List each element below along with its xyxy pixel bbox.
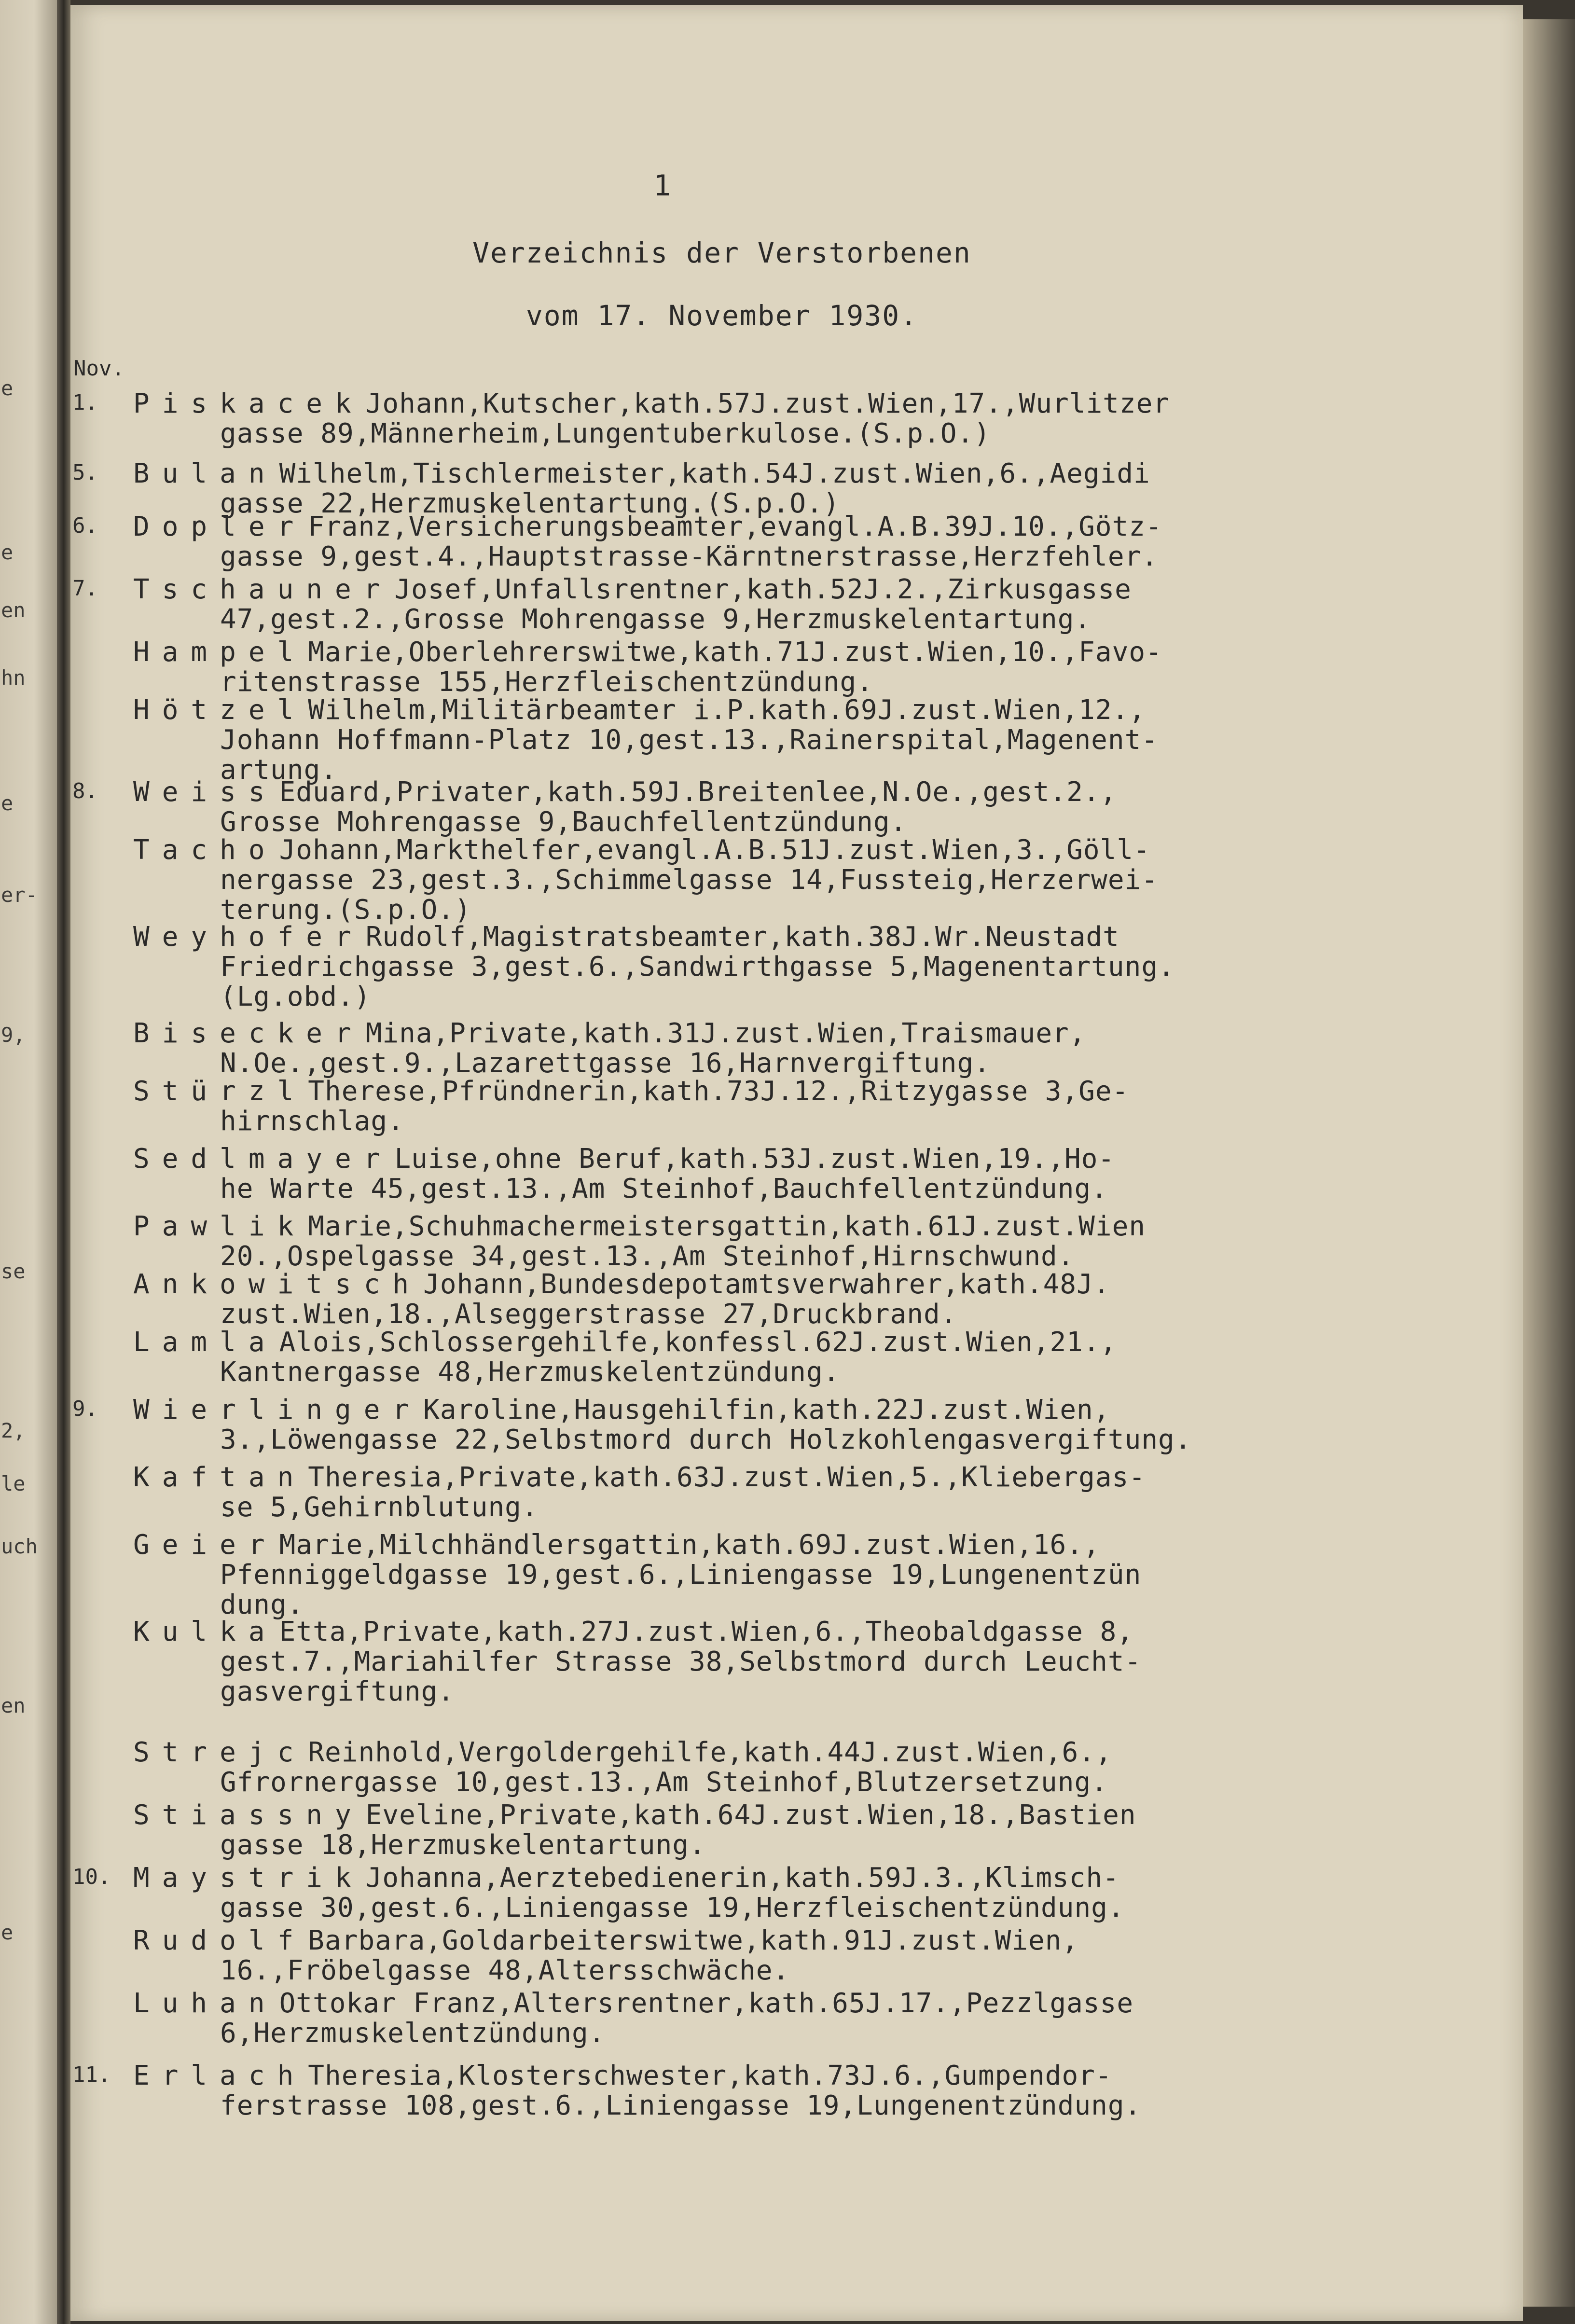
entry-surname: Hampel [133, 636, 306, 668]
entry-line-continued: Kantnergasse 48,Herzmuskelentzündung. [220, 1356, 840, 1388]
entry-line-continued: artung. [220, 754, 338, 786]
entry-text: Eveline,Private,kath.64J.zust.Wien,18.,Bastien [365, 1799, 1136, 1831]
entry-line-continued: gasse 18,Herzmuskelentartung. [220, 1829, 706, 1861]
entry-surname: Strejc [133, 1737, 306, 1768]
entry-text: Alois,Schlossergehilfe,konfessl.62J.zust.Wien,21., [279, 1327, 1117, 1358]
entry-line-continued: ritenstrasse 155,Herzfleischentzündung. [220, 666, 873, 698]
entry-line-continued: hirnschlag. [220, 1106, 404, 1137]
entry-line [133, 1530, 1100, 1561]
entry-surname: Wierlinger [133, 1394, 422, 1425]
left-page-fragment: e [1, 1921, 14, 1944]
entry-text: Johann,Bundesdepotamtsverwahrer,kath.48J. [423, 1269, 1110, 1300]
binding-gutter [57, 0, 70, 2324]
entry-surname: Piskacek [133, 388, 364, 419]
entry-surname: Ankowitsch [133, 1269, 422, 1300]
entry-line-continued: gest.7.,Mariahilfer Strasse 38,Selbstmord durch Leucht- [220, 1646, 1142, 1677]
left-page-fragment: e [1, 376, 14, 400]
entry-line [133, 1800, 1136, 1831]
left-page-fragment: en [1, 598, 26, 622]
entry-line [133, 922, 1119, 953]
entry-line [133, 458, 1150, 489]
entry-date: 9. [72, 1397, 98, 1421]
entry-surname: Lamla [133, 1327, 277, 1358]
entry-text: Etta,Private,kath.27J.zust.Wien,6.,Theobaldgasse 8, [279, 1616, 1134, 1647]
entry-line-continued: gasse 9,gest.4.,Hauptstrasse-Kärntnerstrasse,Herzfehler. [220, 541, 1159, 572]
entry-line-continued: Pfenniggeldgasse 19,gest.6.,Liniengasse 19,Lungenentzün [220, 1559, 1142, 1591]
entry-line [133, 1076, 1129, 1107]
entry-text: Johanna,Aerztebedienerin,kath.59J.3.,Klimsch- [365, 1862, 1119, 1894]
entry-date: 6. [72, 513, 98, 538]
entry-text: Luise,ohne Beruf,kath.53J.zust.Wien,19.,Ho- [394, 1143, 1115, 1175]
entry-line-continued: 6,Herzmuskelentzündung. [220, 2018, 606, 2049]
entry-surname: Weyhofer [133, 921, 364, 953]
left-page-fragment: uch [1, 1535, 38, 1558]
page-number: 1 [653, 169, 671, 203]
entry-text: Theresia,Klosterschwester,kath.73J.6.,Gumpendor- [308, 2060, 1112, 2091]
entry-line-continued: gasse 22,Herzmuskelentartung.(S.p.O.) [220, 488, 840, 519]
entry-text: Karoline,Hausgehilfin,kath.22J.zust.Wien, [423, 1394, 1110, 1425]
entry-line-continued: (Lg.obd.) [220, 981, 371, 1012]
entry-line [133, 574, 1132, 605]
document-page [70, 5, 1523, 2321]
entry-text: Wilhelm,Militärbeamter i.P.kath.69J.zust.Wien,12., [308, 694, 1146, 726]
entry-line [133, 777, 1117, 808]
entry-line-continued: Friedrichgasse 3,gest.6.,Sandwirthgasse 5,Magenentartung. [220, 951, 1175, 982]
entry-surname: Erlach [133, 2060, 306, 2091]
entry-line [133, 1988, 1133, 2019]
entry-surname: Luhan [133, 1988, 277, 2019]
entry-text: Therese,Pfründnerin,kath.73J.12.,Ritzygasse 3,Ge- [308, 1076, 1129, 1107]
entry-text: Marie,Schuhmachermeistersgattin,kath.61J.zust.Wien [308, 1211, 1146, 1242]
entry-line [133, 1327, 1117, 1358]
entry-line-continued: dung. [220, 1589, 304, 1620]
entry-text: Barbara,Goldarbeiterswitwe,kath.91J.zust.Wien, [308, 1925, 1079, 1956]
entry-text: Theresia,Private,kath.63J.zust.Wien,5.,Kliebergas- [308, 1462, 1146, 1493]
entry-date: 5. [72, 460, 98, 485]
entry-line [133, 1395, 1110, 1425]
entry-surname: Geier [133, 1529, 277, 1561]
entry-surname: Tacho [133, 834, 277, 866]
entry-line-continued: gasse 89,Männerheim,Lungentuberkulose.(S.p.O.) [220, 418, 991, 449]
entry-date: 1. [72, 390, 98, 415]
entry-surname: Bisecker [133, 1018, 364, 1049]
entry-line-continued: zust.Wien,18.,Alseggerstrasse 27,Druckbrand. [220, 1299, 957, 1330]
entry-line [133, 695, 1146, 726]
entry-text: Marie,Milchhändlersgattin,kath.69J.zust.Wien,16., [279, 1529, 1100, 1561]
entry-date: 10. [72, 1865, 111, 1889]
entry-surname: Bulan [133, 458, 277, 489]
entry-surname: Tschauner [133, 574, 393, 605]
entry-line [133, 1144, 1115, 1175]
entry-surname: Dopler [133, 511, 306, 542]
entry-text: Mina,Private,kath.31J.zust.Wien,Traismauer, [365, 1018, 1086, 1049]
left-page-fragment: er- [1, 883, 38, 907]
left-page-fragment: hn [1, 666, 26, 690]
entry-surname: Kaftan [133, 1462, 306, 1493]
entry-line-continued: terung.(S.p.O.) [220, 894, 471, 926]
month-label: Nov. [73, 356, 124, 381]
entry-line [133, 1925, 1078, 1956]
entry-line-continued: gasvergiftung. [220, 1676, 455, 1707]
entry-line [133, 1018, 1086, 1049]
entry-line-continued: Grosse Mohrengasse 9,Bauchfellentzündung. [220, 806, 907, 838]
entry-line [133, 1617, 1133, 1647]
entry-text: Wilhelm,Tischlermeister,kath.54J.zust.Wien,6.,Aegidi [279, 458, 1150, 489]
entry-date: 7. [72, 576, 98, 601]
entry-line [133, 637, 1162, 668]
entry-date: 8. [72, 779, 98, 803]
entry-surname: Stiassny [133, 1799, 364, 1831]
entry-text: Franz,Versicherungsbeamter,evangl.A.B.39J.10.,Götz- [308, 511, 1162, 542]
entry-line-continued: he Warte 45,gest.13.,Am Steinhof,Bauchfellentzündung. [220, 1173, 1108, 1204]
entry-line-continued: 47,gest.2.,Grosse Mohrengasse 9,Herzmuskelentartung. [220, 604, 1091, 635]
entry-line [133, 1462, 1146, 1493]
entry-line-continued: Gfrornergasse 10,gest.13.,Am Steinhof,Blutzersetzung. [220, 1767, 1108, 1798]
left-page-fragment: e [1, 540, 14, 564]
left-page-edge [0, 0, 57, 2324]
entry-line-continued: Johann Hoffmann-Platz 10,gest.13.,Rainerspital,Magenent- [220, 724, 1159, 756]
left-page-fragment: le [1, 1472, 26, 1495]
left-page-fragment: 9, [1, 1023, 26, 1047]
entry-surname: Sedlmayer [133, 1143, 393, 1175]
left-page-fragment: 2, [1, 1419, 26, 1442]
entry-line-continued: nergasse 23,gest.3.,Schimmelgasse 14,Fussteig,Herzerwei- [220, 864, 1159, 896]
entry-text: Johann,Kutscher,kath.57J.zust.Wien,17.,Wurlitzer [365, 388, 1170, 419]
entry-surname: Rudolf [133, 1925, 306, 1956]
entry-line-continued: 16.,Fröbelgasse 48,Altersschwäche. [220, 1955, 790, 1986]
entry-surname: Stürzl [133, 1076, 306, 1107]
entry-surname: Weiss [133, 776, 277, 808]
entry-text: Rudolf,Magistratsbeamter,kath.38J.Wr.Neustadt [365, 921, 1119, 953]
entry-line-continued: gasse 30,gest.6.,Liniengasse 19,Herzfleischentzündung. [220, 1892, 1125, 1923]
entry-surname: Maystrik [133, 1862, 364, 1894]
entry-text: Josef,Unfallsrentner,kath.52J.2.,Zirkusgasse [394, 574, 1132, 605]
entry-line [133, 2061, 1112, 2091]
entry-date: 11. [72, 2062, 111, 2087]
page-subtitle: vom 17. November 1930. [525, 299, 918, 332]
page-title: Verzeichnis der Verstorbenen [472, 236, 971, 269]
entry-text: Reinhold,Vergoldergehilfe,kath.44J.zust.Wien,6., [308, 1737, 1112, 1768]
left-page-fragment: e [1, 791, 14, 815]
entry-line [133, 1863, 1119, 1894]
entry-line-continued: 20.,Ospelgasse 34,gest.13.,Am Steinhof,Hirnschwund. [220, 1241, 1075, 1272]
entry-surname: Kulka [133, 1616, 277, 1647]
entry-line-continued: 3.,Löwengasse 22,Selbstmord durch Holzkohlengasvergiftung. [220, 1424, 1192, 1455]
entry-text: Ottokar Franz,Altersrentner,kath.65J.17.,Pezzlgasse [279, 1988, 1134, 2019]
entry-line [133, 1737, 1112, 1768]
entry-line [133, 1211, 1146, 1242]
entry-text: Johann,Markthelfer,evangl.A.B.51J.zust.Wien,3.,Göll- [279, 834, 1150, 866]
left-page-fragment: en [1, 1694, 26, 1717]
entry-line [133, 512, 1162, 542]
entry-text: Marie,Oberlehrerswitwe,kath.71J.zust.Wien,10.,Favo- [308, 636, 1162, 668]
entry-surname: Pawlik [133, 1211, 306, 1242]
entry-line [133, 835, 1150, 866]
entry-line-continued: ferstrasse 108,gest.6.,Liniengasse 19,Lungenentzündung. [220, 2090, 1142, 2121]
entry-line-continued: N.Oe.,gest.9.,Lazarettgasse 16,Harnvergiftung. [220, 1048, 991, 1079]
entry-line [133, 1269, 1110, 1300]
entry-line [133, 388, 1170, 419]
right-page-edge [1523, 19, 1575, 2307]
entry-surname: Hötzel [133, 694, 306, 726]
entry-text: Eduard,Privater,kath.59J.Breitenlee,N.Oe.,gest.2., [279, 776, 1117, 808]
left-page-fragment: se [1, 1259, 26, 1283]
entry-line-continued: se 5,Gehirnblutung. [220, 1492, 539, 1523]
